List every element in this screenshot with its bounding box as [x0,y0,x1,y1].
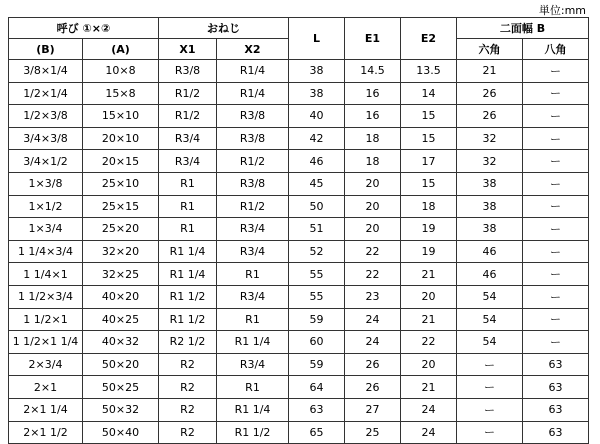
header-hakkaku: 八角 [523,39,589,60]
cell-size-b: 1×3/8 [9,172,83,195]
cell-x2: R3/8 [217,172,289,195]
cell-size-a: 20×10 [83,127,159,150]
cell-x2: R3/4 [217,353,289,376]
cell-e2: 13.5 [401,60,457,83]
cell-x2: R1 1/4 [217,331,289,354]
cell-l: 55 [289,263,345,286]
cell-e2: 18 [401,195,457,218]
cell-oct: ー [523,60,589,83]
cell-oct: 63 [523,353,589,376]
cell-oct: 63 [523,376,589,399]
cell-e2: 19 [401,240,457,263]
cell-oct: ー [523,82,589,105]
cell-oct: ー [523,331,589,354]
cell-x1: R2 1/2 [159,331,217,354]
cell-l: 46 [289,150,345,173]
cell-size-b: 1 1/4×3/4 [9,240,83,263]
cell-oct: ー [523,308,589,331]
cell-oct: ー [523,172,589,195]
cell-e1: 24 [345,308,401,331]
cell-size-a: 50×20 [83,353,159,376]
cell-x2: R1 1/4 [217,398,289,421]
cell-x2: R3/8 [217,105,289,128]
cell-size-a: 25×15 [83,195,159,218]
cell-e2: 19 [401,218,457,241]
table-row [9,421,589,444]
cell-hex: 32 [457,127,523,150]
table-row [9,150,589,173]
cell-e1: 22 [345,240,401,263]
cell-x1: R1 1/4 [159,263,217,286]
cell-x1: R1/2 [159,105,217,128]
cell-hex: 54 [457,331,523,354]
cell-x1: R3/8 [159,60,217,83]
cell-e2: 24 [401,398,457,421]
cell-x2: R1/4 [217,60,289,83]
cell-size-a: 25×20 [83,218,159,241]
cell-x2: R1 1/2 [217,421,289,444]
cell-size-b: 1/2×1/4 [9,82,83,105]
cell-x1: R1 1/2 [159,308,217,331]
table-row [9,331,589,354]
table-row [9,398,589,421]
table-row [9,376,589,399]
header-l: L [289,18,345,60]
cell-size-b: 1/2×3/8 [9,105,83,128]
cell-x1: R3/4 [159,150,217,173]
cell-l: 45 [289,172,345,195]
cell-size-b: 1 1/4×1 [9,263,83,286]
cell-e1: 16 [345,82,401,105]
cell-e1: 23 [345,285,401,308]
header-a: (A) [83,39,159,60]
cell-oct: ー [523,105,589,128]
cell-l: 63 [289,398,345,421]
cell-hex: 38 [457,218,523,241]
cell-hex: ー [457,421,523,444]
cell-oct: ー [523,285,589,308]
cell-oct: ー [523,127,589,150]
table-row [9,172,589,195]
table-row [9,127,589,150]
cell-e2: 14 [401,82,457,105]
cell-size-b: 3/4×1/2 [9,150,83,173]
cell-x1: R3/4 [159,127,217,150]
cell-e2: 21 [401,263,457,286]
cell-size-a: 40×32 [83,331,159,354]
cell-e2: 21 [401,376,457,399]
cell-x1: R1 [159,195,217,218]
cell-x1: R2 [159,353,217,376]
cell-e1: 22 [345,263,401,286]
header-nimenhaba: 二面幅 B [457,18,589,39]
cell-e1: 20 [345,172,401,195]
cell-oct: 63 [523,398,589,421]
table-row [9,285,589,308]
cell-e1: 26 [345,353,401,376]
cell-e1: 24 [345,331,401,354]
cell-l: 38 [289,82,345,105]
cell-l: 51 [289,218,345,241]
cell-size-b: 2×1 1/2 [9,421,83,444]
table-row [9,263,589,286]
cell-l: 52 [289,240,345,263]
cell-size-a: 32×25 [83,263,159,286]
cell-x2: R1 [217,263,289,286]
cell-hex: 46 [457,240,523,263]
header-x2: X2 [217,39,289,60]
cell-e2: 24 [401,421,457,444]
cell-x1: R1 [159,218,217,241]
cell-e1: 20 [345,195,401,218]
cell-size-a: 25×10 [83,172,159,195]
cell-l: 55 [289,285,345,308]
cell-hex: 38 [457,195,523,218]
cell-size-a: 50×25 [83,376,159,399]
header-yobi: 呼び ①×② [9,18,159,39]
cell-x1: R1 1/2 [159,285,217,308]
cell-oct: ー [523,218,589,241]
header-e2: E2 [401,18,457,60]
header-e1: E1 [345,18,401,60]
cell-size-a: 15×10 [83,105,159,128]
cell-e1: 18 [345,150,401,173]
cell-e1: 25 [345,421,401,444]
cell-size-a: 50×32 [83,398,159,421]
cell-x1: R1/2 [159,82,217,105]
cell-x1: R2 [159,398,217,421]
header-oneji: おねじ [159,18,289,39]
cell-x1: R2 [159,421,217,444]
cell-size-b: 2×1 1/4 [9,398,83,421]
cell-size-b: 1 1/2×1 [9,308,83,331]
table-row [9,353,589,376]
cell-l: 65 [289,421,345,444]
cell-e1: 20 [345,218,401,241]
cell-hex: 21 [457,60,523,83]
cell-size-b: 1 1/2×3/4 [9,285,83,308]
cell-l: 60 [289,331,345,354]
cell-oct: ー [523,150,589,173]
header-row-1 [9,18,589,39]
cell-l: 38 [289,60,345,83]
cell-l: 42 [289,127,345,150]
cell-x2: R3/8 [217,127,289,150]
table-row [9,105,589,128]
cell-e1: 26 [345,376,401,399]
cell-e2: 20 [401,353,457,376]
cell-x2: R1 [217,376,289,399]
cell-hex: 32 [457,150,523,173]
cell-size-a: 50×40 [83,421,159,444]
table-row [9,240,589,263]
header-b: (B) [9,39,83,60]
cell-hex: ー [457,398,523,421]
cell-x2: R3/4 [217,285,289,308]
header-x1: X1 [159,39,217,60]
header-rokkaku: 六角 [457,39,523,60]
table-row [9,60,589,83]
cell-l: 64 [289,376,345,399]
table-row [9,218,589,241]
cell-e2: 15 [401,172,457,195]
cell-size-b: 1×1/2 [9,195,83,218]
cell-x2: R3/4 [217,240,289,263]
cell-l: 50 [289,195,345,218]
cell-e2: 15 [401,127,457,150]
cell-e1: 27 [345,398,401,421]
cell-e1: 14.5 [345,60,401,83]
cell-size-a: 10×8 [83,60,159,83]
cell-oct: 63 [523,421,589,444]
cell-x2: R1 [217,308,289,331]
cell-l: 40 [289,105,345,128]
cell-hex: 26 [457,82,523,105]
cell-size-a: 15×8 [83,82,159,105]
cell-hex: 38 [457,172,523,195]
cell-x2: R1/4 [217,82,289,105]
cell-x1: R2 [159,376,217,399]
cell-size-a: 20×15 [83,150,159,173]
cell-l: 59 [289,308,345,331]
cell-hex: ー [457,353,523,376]
table-row [9,195,589,218]
cell-e2: 20 [401,285,457,308]
cell-oct: ー [523,263,589,286]
cell-hex: 46 [457,263,523,286]
cell-oct: ー [523,240,589,263]
cell-e2: 17 [401,150,457,173]
cell-e1: 18 [345,127,401,150]
cell-x1: R1 [159,172,217,195]
table-body [9,60,589,444]
cell-x2: R1/2 [217,195,289,218]
table-row [9,308,589,331]
cell-size-b: 3/8×1/4 [9,60,83,83]
cell-x1: R1 1/4 [159,240,217,263]
cell-size-b: 1×3/4 [9,218,83,241]
table-row [9,82,589,105]
cell-size-a: 32×20 [83,240,159,263]
cell-size-b: 2×3/4 [9,353,83,376]
cell-l: 59 [289,353,345,376]
cell-e2: 21 [401,308,457,331]
cell-size-b: 2×1 [9,376,83,399]
cell-size-a: 40×20 [83,285,159,308]
cell-hex: 54 [457,308,523,331]
cell-x2: R3/4 [217,218,289,241]
cell-hex: ー [457,376,523,399]
cell-size-b: 1 1/2×1 1/4 [9,331,83,354]
cell-oct: ー [523,195,589,218]
cell-size-b: 3/4×3/8 [9,127,83,150]
cell-e1: 16 [345,105,401,128]
cell-e2: 22 [401,331,457,354]
cell-x2: R1/2 [217,150,289,173]
cell-e2: 15 [401,105,457,128]
dimension-table [8,17,589,444]
cell-size-a: 40×25 [83,308,159,331]
unit-label: 単位:mm [538,4,586,17]
cell-hex: 54 [457,285,523,308]
cell-hex: 26 [457,105,523,128]
